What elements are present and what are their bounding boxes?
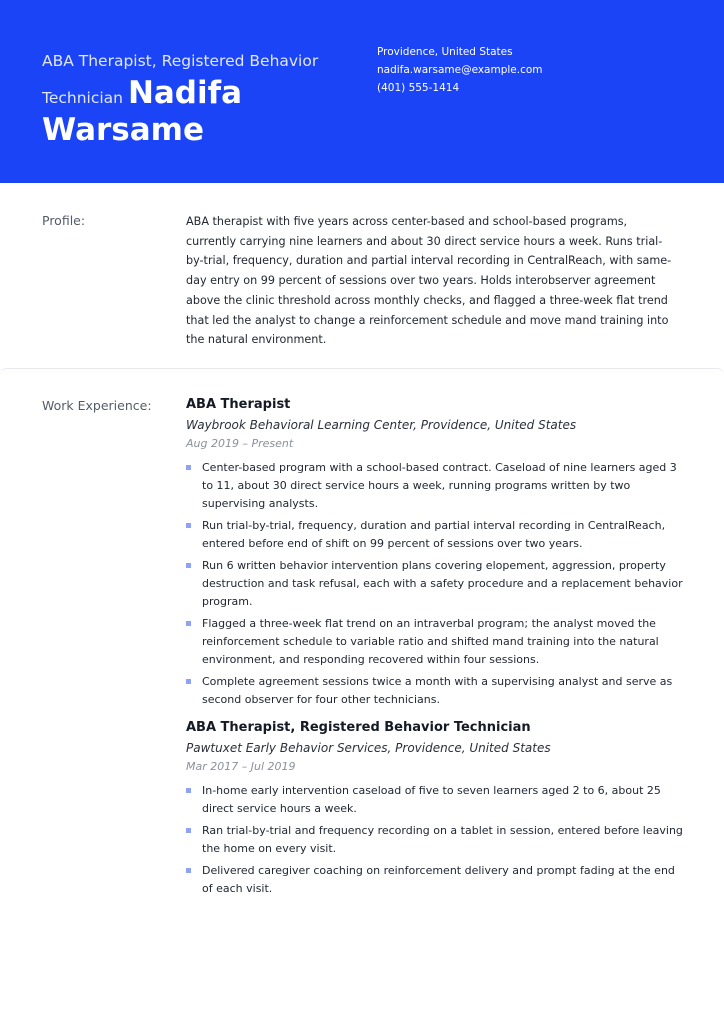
name-block	[42, 46, 362, 150]
location: Providence, United States	[377, 46, 513, 58]
bullet-item	[186, 862, 686, 898]
job-dates: Aug 2019 – Present	[186, 437, 294, 450]
bullet-square-icon	[186, 621, 191, 626]
bullet-text: Center-based program with a school-based contract. Caseload of nine learners aged 3 to 11, about 30 direct service hours a week, running programs written by two supervising analysts.	[202, 461, 677, 510]
bullet-text: Delivered caregiver coaching on reinforcement delivery and prompt fading at the end of each visit.	[202, 864, 675, 895]
bullet-item	[186, 459, 686, 513]
work-experience-list	[186, 396, 686, 902]
bullet-item	[186, 557, 686, 611]
job-role: ABA Therapist, Registered Behavior Technician	[42, 52, 319, 107]
bullet-item	[186, 673, 686, 709]
bullet-square-icon	[186, 523, 191, 528]
bullet-text: Flagged a three-week flat trend on an intraverbal program; the analyst moved the reinforcement schedule to variable ratio and shifted mand training into the natural environment, and responding recovered within four sessions.	[202, 617, 659, 666]
company-name: Waybrook Behavioral Learning Center, Providence, United States	[186, 418, 577, 432]
bullet-square-icon	[186, 788, 191, 793]
email-link[interactable]: nadifa.warsame@example.com	[377, 64, 543, 76]
section-divider	[0, 368, 724, 375]
job-title: ABA Therapist	[186, 397, 291, 412]
profile-summary: ABA therapist with five years across center-based and school-based programs, currently carrying nine learners and about 30 direct service hours a week. Runs trial-by-trial, frequency, duration and partial interval recording in CentralReach, with same-day entry on 99 percent of sessions over two years. Holds interobserver agreement above the clinic threshold across monthly checks, and flagged a three-week flat trend that led the analyst to change a reinforcement schedule and move mand training into the natural environment.	[186, 215, 672, 347]
bullet-square-icon	[186, 679, 191, 684]
bullet-text: In-home early intervention caseload of five to seven learners aged 2 to 6, about 25 direct service hours a week.	[202, 784, 661, 815]
job-title: ABA Therapist, Registered Behavior Technician	[186, 720, 531, 735]
profile-label: Profile:	[42, 213, 86, 228]
bullet-item	[186, 615, 686, 669]
bullet-item	[186, 517, 686, 553]
job-entry	[186, 396, 686, 709]
job-bullets	[186, 459, 686, 709]
bullet-text: Ran trial-by-trial and frequency recording on a tablet in session, entered before leaving the home on every visit.	[202, 824, 683, 855]
bullet-item	[186, 822, 686, 858]
job-dates: Mar 2017 – Jul 2019	[186, 760, 296, 773]
bullet-square-icon	[186, 828, 191, 833]
contact-info	[377, 43, 543, 97]
bullet-square-icon	[186, 868, 191, 873]
resume-header	[0, 0, 724, 183]
candidate-name: Nadifa Warsame	[42, 75, 243, 148]
bullet-square-icon	[186, 563, 191, 568]
bullet-text: Complete agreement sessions twice a month with a supervising analyst and serve as second observer for four other technicians.	[202, 675, 673, 706]
bullet-square-icon	[186, 465, 191, 470]
job-entry	[186, 719, 686, 898]
bullet-item	[186, 782, 686, 818]
bullet-text: Run trial-by-trial, frequency, duration and partial interval recording in CentralReach, entered before end of shift on 99 percent of sessions over two years.	[202, 519, 666, 550]
bullet-text: Run 6 written behavior intervention plans covering elopement, aggression, property destruction and task refusal, each with a safety procedure and a replacement behavior program.	[202, 559, 683, 608]
phone-number: (401) 555-1414	[377, 82, 460, 94]
company-name: Pawtuxet Early Behavior Services, Providence, United States	[186, 741, 551, 755]
work-experience-label: Work Experience:	[42, 398, 152, 413]
job-bullets	[186, 782, 686, 898]
